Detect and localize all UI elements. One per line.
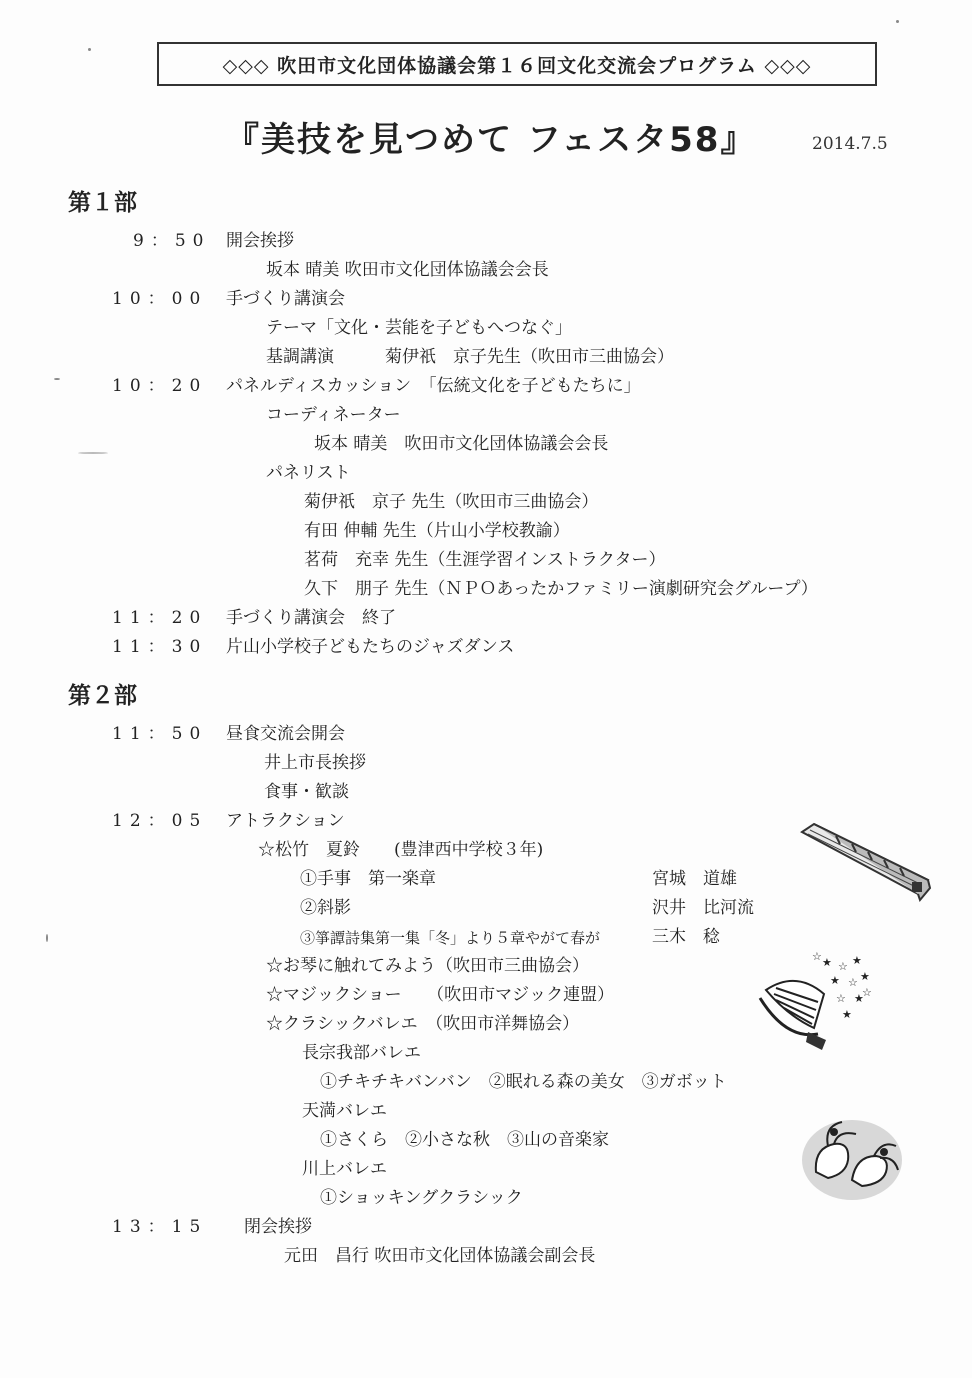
svg-text:★: ★ — [842, 1008, 852, 1021]
magic-hat-icon — [756, 950, 874, 1055]
ballet-program: ①さくら ②小さな秋 ③山の音楽家 — [320, 1130, 609, 1150]
schedule-detail: パネリスト — [266, 463, 351, 483]
scan-speck — [46, 934, 48, 942]
schedule-item: 片山小学校子どもたちのジャズダンス — [226, 637, 515, 657]
piece-title: ①手事 第一楽章 — [300, 869, 436, 889]
ballet-school: 天満バレエ — [302, 1101, 387, 1121]
schedule-time: 10：00 — [112, 289, 208, 309]
event-date: 2014.7.5 — [812, 134, 888, 154]
performer: ☆松竹 夏鈴 (豊津西中学校３年) — [258, 840, 544, 860]
panelist: 有田 伸輔 先生（片山小学校教諭） — [304, 521, 570, 541]
schedule-time: 13：15 — [112, 1217, 208, 1237]
svg-text:☆: ☆ — [812, 950, 822, 963]
panelist: 菊伊祇 京子 先生（吹田市三曲協会） — [304, 492, 599, 512]
piece-composer: 沢井 比河流 — [652, 898, 754, 918]
schedule-detail: テーマ「文化・芸能を子どもへつなぐ」 — [266, 318, 572, 338]
schedule-detail: 坂本 晴美 吹田市文化団体協議会会長 — [266, 260, 549, 280]
svg-text:★: ★ — [830, 974, 840, 987]
schedule-time: 9：50 — [133, 231, 211, 251]
svg-text:☆: ☆ — [848, 976, 858, 989]
svg-text:☆: ☆ — [862, 986, 872, 999]
program-banner — [157, 42, 877, 86]
schedule-detail: 基調講演 菊伊祇 京子先生（吹田市三曲協会） — [266, 347, 674, 367]
event-title: 『美技を見つめて フェスタ58』 — [225, 120, 757, 160]
schedule-detail: 坂本 晴美 吹田市文化団体協議会会長 — [314, 434, 609, 454]
svg-text:☆: ☆ — [838, 960, 848, 973]
schedule-time: 10：20 — [112, 376, 208, 396]
ballet-school: 長宗我部バレエ — [302, 1043, 421, 1063]
schedule-time: 11：50 — [112, 724, 208, 744]
schedule-item: 昼食交流会開会 — [226, 724, 345, 744]
svg-text:★: ★ — [860, 970, 870, 983]
svg-text:☆: ☆ — [836, 992, 846, 1005]
attraction: ☆クラシックバレエ （吹田市洋舞協会） — [266, 1014, 580, 1034]
banner-text: ◇◇◇ 吹田市文化団体協議会第１６回文化交流会プログラム ◇◇◇ — [222, 54, 812, 77]
schedule-time: 12：05 — [112, 811, 208, 831]
schedule-detail: 元田 昌行 吹田市文化団体協議会副会長 — [284, 1246, 596, 1266]
schedule-item: パネルディスカッション 「伝統文化を子どもたちに」 — [226, 376, 641, 396]
ballet-program: ①チキチキバンバン ②眠れる森の美女 ③ガボット — [320, 1072, 727, 1092]
piece-composer: 三木 稔 — [652, 927, 720, 947]
ballet-program: ①ショッキングクラシック — [320, 1188, 523, 1208]
scan-speck — [78, 452, 108, 454]
panelist: 久下 朋子 先生（ＮＰＯあったかファミリー演劇研究会グループ） — [304, 579, 818, 599]
piece-title: ②斜影 — [300, 898, 351, 918]
schedule-item: 手づくり講演会 — [226, 289, 345, 309]
schedule-item: 開会挨拶 — [226, 231, 294, 251]
ballet-shoes-icon — [798, 1112, 908, 1204]
attraction: ☆お琴に触れてみよう（吹田市三曲協会） — [266, 956, 589, 976]
scan-speck — [896, 20, 899, 23]
schedule-item: 閉会挨拶 — [244, 1217, 312, 1237]
scan-speck — [88, 48, 91, 51]
schedule-detail: 食事・歓談 — [264, 782, 349, 802]
part1-heading: 第１部 — [68, 189, 137, 216]
scan-speck — [54, 378, 60, 380]
ballet-school: 川上バレエ — [302, 1159, 387, 1179]
schedule-detail: コーディネーター — [266, 405, 401, 425]
svg-text:★: ★ — [822, 956, 832, 969]
schedule-detail: 井上市長挨拶 — [264, 753, 366, 773]
schedule-item: アトラクション — [226, 811, 345, 831]
svg-text:★: ★ — [852, 954, 862, 967]
piece-composer: 宮城 道雄 — [652, 869, 737, 889]
panelist: 茗荷 充幸 先生（生涯学習インストラクター） — [304, 550, 666, 570]
schedule-time: 11：30 — [112, 637, 208, 657]
koto-icon — [796, 818, 936, 908]
piece-title: ③箏譚詩集第一集「冬」より５章やがて春が — [300, 929, 601, 947]
attraction: ☆マジックショー （吹田市マジック連盟） — [266, 985, 615, 1005]
part2-heading: 第２部 — [68, 682, 137, 709]
schedule-item: 手づくり講演会 終了 — [226, 608, 396, 628]
svg-text:★: ★ — [854, 992, 864, 1005]
schedule-time: 11：20 — [112, 608, 208, 628]
